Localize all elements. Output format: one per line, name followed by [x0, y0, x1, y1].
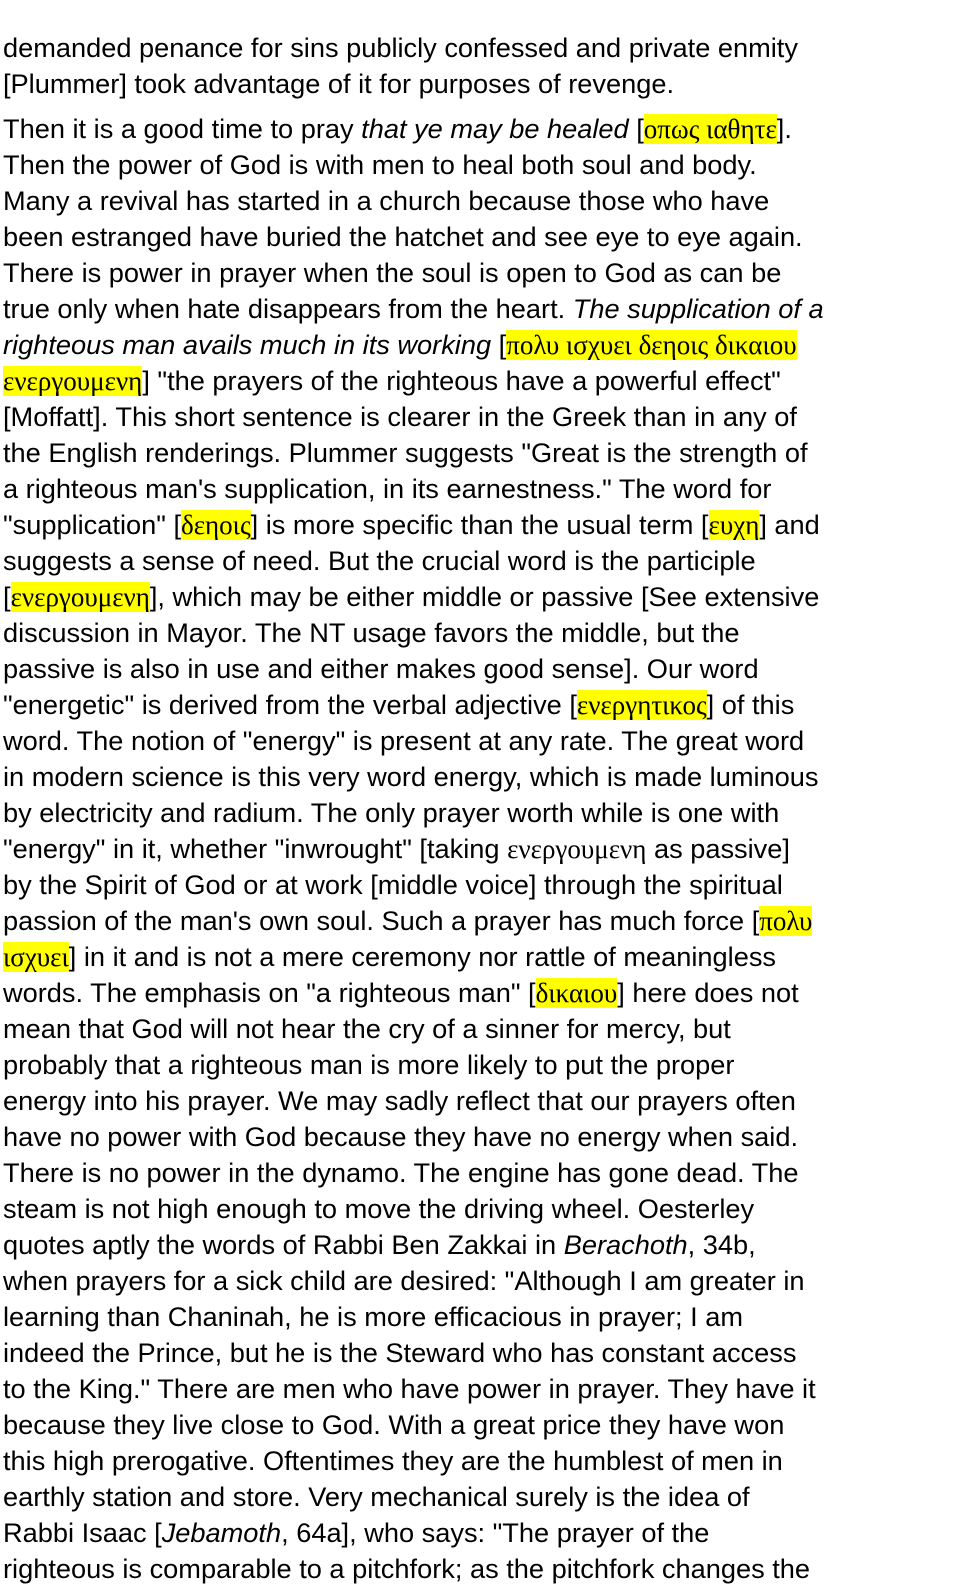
text-line: demanded penance for sins publicly confessed and private enmity — [3, 32, 798, 63]
text-fragment: [ — [3, 581, 11, 612]
greek-term-highlight: ενεργητικος — [576, 690, 707, 720]
text-line: when prayers for a sick child are desired: "Although I am greater in — [3, 1265, 805, 1296]
greek-term-highlight: πολυ ισχυει δεηοις δικαιου — [506, 330, 797, 360]
text-line: There is no power in the dynamo. The engine has gone dead. The — [3, 1157, 799, 1188]
text-line: in modern science is this very word energy, which is made luminous — [3, 761, 819, 792]
text-line: been estranged have buried the hatchet and see eye to eye again. — [3, 221, 803, 252]
text-fragment: quotes aptly the words of Rabbi Ben Zakkai in — [3, 1229, 564, 1260]
text-fragment: words. The emphasis on "a righteous man" [ — [3, 977, 536, 1008]
text-fragment: ]. — [776, 113, 792, 144]
greek-term: ενεργουμενη — [507, 834, 647, 864]
text-fragment: ] is more specific than the usual term [ — [250, 509, 709, 540]
greek-term-highlight: ισχυει — [3, 942, 69, 972]
text-line: this high prerogative. Oftentimes they are the humblest of men in — [3, 1445, 783, 1476]
text-fragment: ], which may be either middle or passive [See extensive — [149, 581, 820, 612]
text-line: word. The notion of "energy" is present at any rate. The great word — [3, 725, 805, 756]
text-fragment: ] of this — [706, 689, 795, 720]
text-fragment: "energy" in it, whether "inwrought" [taking — [3, 833, 508, 864]
greek-term-highlight: οπως ιαθητε — [643, 114, 777, 144]
greek-term-highlight: δεηοις — [181, 510, 251, 540]
text-fragment: ] "the prayers of the righteous have a powerful effect" — [142, 365, 781, 396]
text-line: suggests a sense of need. But the crucial word is the participle — [3, 545, 756, 576]
scripture-quote: righteous man avails much in its working — [3, 329, 492, 360]
text-line: passive is also in use and either makes good sense]. Our word — [3, 653, 759, 684]
text-line: a righteous man's supplication, in its earnestness." The word for — [3, 473, 772, 504]
text-fragment: [ — [491, 329, 507, 360]
text-fragment: "energetic" is derived from the verbal adjective [ — [3, 689, 577, 720]
text-fragment: ] and — [759, 509, 820, 540]
text-line: earthly station and store. Very mechanical surely is the idea of — [3, 1481, 750, 1512]
paragraph-prayer-energy — [3, 111, 958, 1587]
source-title: Jebamoth — [161, 1517, 282, 1548]
text-fragment: ] in it and is not a mere ceremony nor rattle of meaningless — [68, 941, 777, 972]
text-line: Many a revival has started in a church because those who have — [3, 185, 770, 216]
greek-term-highlight: ενεργουμενη — [3, 366, 143, 396]
text-line: the English renderings. Plummer suggests "Great is the strength of — [3, 437, 808, 468]
text-line: have no power with God because they have no energy when said. — [3, 1121, 798, 1152]
text-fragment: ] here does not — [617, 977, 799, 1008]
text-line: mean that God will not hear the cry of a sinner for mercy, but — [3, 1013, 731, 1044]
commentary-text — [3, 0, 958, 1596]
paragraph-penance — [3, 30, 958, 102]
text-line: steam is not high enough to move the driving wheel. Oesterley — [3, 1193, 755, 1224]
text-line: by electricity and radium. The only prayer worth while is one with — [3, 797, 780, 828]
text-line: Then the power of God is with men to heal both soul and body. — [3, 149, 757, 180]
scripture-quote: The supplication of a — [572, 293, 824, 324]
text-line: true only when hate disappears from the heart. — [3, 293, 573, 324]
text-line: indeed the Prince, but he is the Steward who has constant access — [3, 1337, 797, 1368]
text-fragment: "supplication" [ — [3, 509, 181, 540]
greek-term-highlight: ενεργουμενη — [10, 582, 150, 612]
text-fragment: , 64a], who says: "The prayer of the — [281, 1517, 710, 1548]
greek-term-highlight: ευχη — [708, 510, 760, 540]
text-line: righteous is comparable to a pitchfork; as the pitchfork changes the — [3, 1553, 811, 1584]
text-fragment: passion of the man's own soul. Such a prayer has much force [ — [3, 905, 760, 936]
text-line: energy into his prayer. We may sadly reflect that our prayers often — [3, 1085, 796, 1116]
text-line: There is power in prayer when the soul is open to God as can be — [3, 257, 782, 288]
text-line: learning than Chaninah, he is more efficacious in prayer; I am — [3, 1301, 744, 1332]
text-line: probably that a righteous man is more likely to put the proper — [3, 1049, 735, 1080]
text-line: Then it is a good time to pray — [3, 113, 362, 144]
text-line: [Plummer] took advantage of it for purposes of revenge. — [3, 68, 674, 99]
greek-term-highlight: δικαιου — [535, 978, 618, 1008]
scripture-quote: that ye may be healed — [361, 113, 629, 144]
source-title: Berachoth — [563, 1229, 688, 1260]
text-line: by the Spirit of God or at work [middle voice] through the spiritual — [3, 869, 783, 900]
text-line: discussion in Mayor. The NT usage favors the middle, but the — [3, 617, 740, 648]
text-fragment: , 34b, — [687, 1229, 756, 1260]
greek-term-highlight: πολυ — [759, 906, 813, 936]
text-line: [Moffatt]. This short sentence is clearer in the Greek than in any of — [3, 401, 797, 432]
text-fragment: [ — [628, 113, 644, 144]
text-fragment: as passive] — [646, 833, 790, 864]
text-line: because they live close to God. With a great price they have won — [3, 1409, 785, 1440]
text-line: to the King." There are men who have power in prayer. They have it — [3, 1373, 816, 1404]
text-fragment: Rabbi Isaac [ — [3, 1517, 162, 1548]
